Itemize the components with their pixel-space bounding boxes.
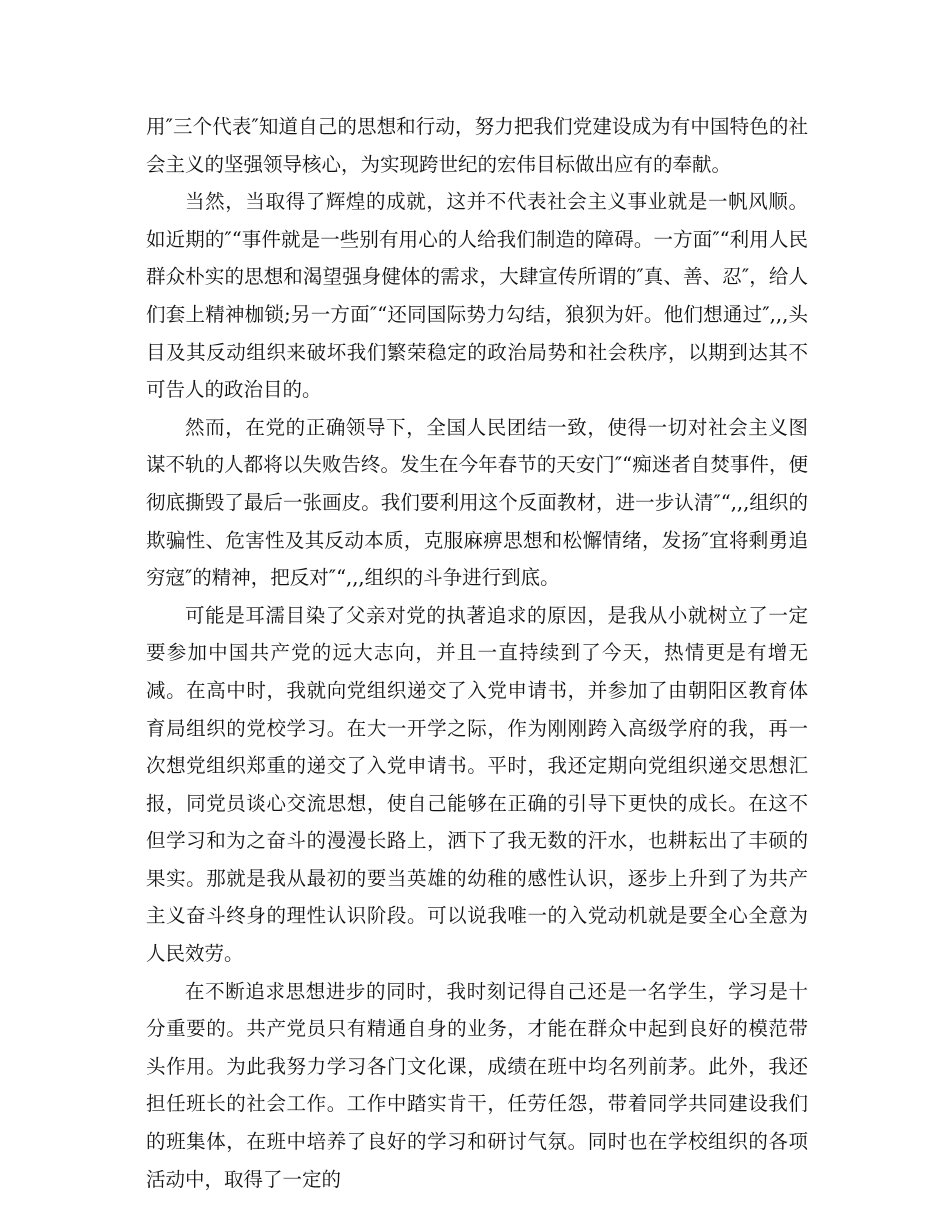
paragraph-4: 可能是耳濡目染了父亲对党的执著追求的原因，是我从小就树立了一定要参加中国共产党的远大志向，并且一直持续到了今天，热情更是有增无减。在高中时，我就向党组织递交了入党申请书，并参加了由朝阳区教育体育局组织的党校学习。在大一开学之际，作为刚刚跨入高级学府的我，再一次想党组织郑重的递交了入党申请书。平时，我还定期向党组织递交思想汇报，同党员谈心交流思想，使自己能够在正确的引导下更快的成长。在这不但学习和为之奋斗的漫漫长路上，洒下了我无数的汗水，也耕耘出了丰硕的果实。那就是我从最初的要当英雄的幼稚的感性认识，逐步上升到了为共产主义奋斗终身的理性认识阶段。可以说我唯一的入党动机就是要全心全意为人民效劳。 (146, 603, 808, 966)
paragraph-2: 当然，当取得了辉煌的成就，这并不代表社会主义事业就是一帆风顺。如近期的″“事件就是一些别有用心的人给我们制造的障碍。一方面″“利用人民群众朴实的思想和渴望强身健体的需求，大肆宣传所谓的″真、善、忍″，给人们套上精神枷锁;另一方面″“还同国际势力勾结，狼狈为奸。他们想通过″,,,头目及其反动组织来破坏我们繁荣稳定的政治局势和社会秩序，以期到达其不可告人的政治目的。 (146, 190, 808, 402)
paragraph-5: 在不断追求思想进步的同时，我时刻记得自己还是一名学生，学习是十分重要的。共产党员只有精通自身的业务，才能在群众中起到良好的模范带头作用。为此我努力学习各门文化课，成绩在班中均名列前茅。此外，我还担任班长的社会工作。工作中踏实肯干，任劳任怨，带着同学共同建设我们的班集体，在班中培养了良好的学习和研讨气氛。同时也在学校组织的各项活动中，取得了一定的 (146, 979, 808, 1191)
paragraph-1: 用″三个代表″知道自己的思想和行动，努力把我们党建设成为有中国特色的社会主义的坚强领导核心，为实现跨世纪的宏伟目标做出应有的奉献。 (146, 115, 808, 176)
document-body (146, 108, 808, 1198)
paragraph-3: 然而，在党的正确领导下，全国人民团结一致，使得一切对社会主义图谋不轨的人都将以失败告终。发生在今年春节的天安门″“痴迷者自焚事件，便彻底撕毁了最后一张画皮。我们要利用这个反面教材，进一步认清″“,,,组织的欺骗性、危害性及其反动本质，克服麻痹思想和松懈情绪，发扬″宜将剩勇追穷寇″的精神，把反对″“,,,组织的斗争进行到底。 (146, 415, 808, 590)
